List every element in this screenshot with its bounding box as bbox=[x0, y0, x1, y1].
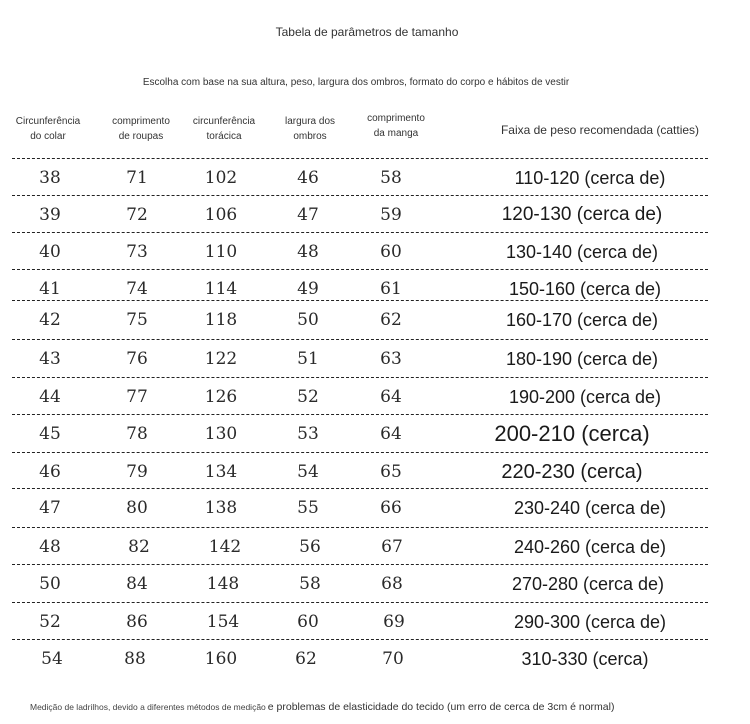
shoulder-cell: 60 bbox=[297, 612, 319, 632]
sleeve-cell: 59 bbox=[380, 205, 402, 225]
sleeve-cell: 64 bbox=[380, 424, 402, 444]
weight-cell: 310-330 (cerca) bbox=[521, 649, 649, 669]
weight-cell: 270-280 (cerca de) bbox=[511, 574, 665, 594]
shoulder-cell: 58 bbox=[299, 574, 321, 594]
sleeve-cell: 65 bbox=[380, 462, 402, 482]
weight-cell: 110-120 (cerca de) bbox=[514, 168, 666, 188]
collar-cell: 41 bbox=[39, 279, 61, 299]
shoulder-cell: 47 bbox=[297, 205, 319, 225]
weight-cell: 290-300 (cerca de) bbox=[513, 612, 667, 632]
chest-cell: 134 bbox=[204, 462, 238, 482]
table-row bbox=[0, 529, 750, 565]
chest-cell: 154 bbox=[206, 612, 240, 632]
chest-cell: 148 bbox=[206, 574, 240, 594]
collar-cell: 42 bbox=[39, 310, 61, 330]
length-cell: 75 bbox=[126, 310, 148, 330]
shoulder-cell: 49 bbox=[297, 279, 319, 299]
header-shoulder: largura dos ombros bbox=[284, 116, 336, 142]
shoulder-cell: 48 bbox=[297, 242, 319, 262]
chest-cell: 160 bbox=[204, 649, 238, 669]
shoulder-cell: 54 bbox=[297, 462, 319, 482]
table-row bbox=[0, 341, 750, 377]
weight-cell: 180-190 (cerca de) bbox=[505, 349, 659, 369]
shoulder-cell: 55 bbox=[297, 498, 319, 518]
chest-cell: 102 bbox=[204, 168, 238, 188]
collar-cell: 50 bbox=[39, 574, 61, 594]
sleeve-cell: 68 bbox=[381, 574, 403, 594]
length-cell: 72 bbox=[126, 205, 148, 225]
length-cell: 73 bbox=[126, 242, 148, 262]
length-cell: 71 bbox=[126, 168, 148, 188]
header-chest: circunferência torácica bbox=[192, 116, 256, 142]
collar-cell: 54 bbox=[41, 649, 63, 669]
length-cell: 79 bbox=[126, 462, 148, 482]
footer-note-part2: e problemas de elasticidade do tecido (um erro de cerca de 3cm é normal) bbox=[267, 701, 615, 713]
weight-cell: 160-170 (cerca de) bbox=[505, 310, 659, 330]
table-row bbox=[0, 379, 750, 415]
length-cell: 86 bbox=[126, 612, 148, 632]
collar-cell: 47 bbox=[39, 498, 61, 518]
header-collar: Circunferência do colar bbox=[15, 116, 81, 142]
chest-cell: 114 bbox=[204, 279, 238, 299]
chest-cell: 138 bbox=[204, 498, 238, 518]
weight-cell: 200-210 (cerca) bbox=[494, 421, 650, 446]
sleeve-cell: 67 bbox=[381, 537, 403, 557]
shoulder-cell: 52 bbox=[297, 387, 319, 407]
weight-cell: 230-240 (cerca de) bbox=[513, 498, 667, 518]
sleeve-cell: 61 bbox=[380, 279, 402, 299]
shoulder-cell: 51 bbox=[297, 349, 319, 369]
chart-title: Tabela de parâmetros de tamanho bbox=[275, 25, 459, 39]
collar-cell: 44 bbox=[39, 387, 61, 407]
length-cell: 76 bbox=[126, 349, 148, 369]
collar-cell: 48 bbox=[39, 537, 61, 557]
collar-cell: 40 bbox=[39, 242, 61, 262]
chest-cell: 126 bbox=[204, 387, 238, 407]
table-row bbox=[0, 641, 750, 677]
length-cell: 82 bbox=[128, 537, 150, 557]
weight-cell: 130-140 (cerca de) bbox=[505, 242, 659, 262]
chart-subtitle: Escolha com base na sua altura, peso, largura dos ombros, formato do corpo e hábitos de vestir bbox=[142, 77, 570, 88]
sleeve-cell: 60 bbox=[380, 242, 402, 262]
length-cell: 77 bbox=[126, 387, 148, 407]
footer-note bbox=[30, 697, 730, 715]
sleeve-cell: 66 bbox=[380, 498, 402, 518]
collar-cell: 39 bbox=[39, 205, 61, 225]
length-cell: 88 bbox=[124, 649, 146, 669]
chest-cell: 130 bbox=[204, 424, 238, 444]
table-row bbox=[0, 302, 750, 338]
shoulder-cell: 56 bbox=[299, 537, 321, 557]
table-row bbox=[0, 490, 750, 526]
table-row bbox=[0, 454, 750, 490]
shoulder-cell: 46 bbox=[297, 168, 319, 188]
weight-cell: 190-200 (cerca de) bbox=[508, 387, 662, 407]
shoulder-cell: 53 bbox=[297, 424, 319, 444]
length-cell: 84 bbox=[126, 574, 148, 594]
footer-note-part1: Medição de ladrilhos, devido a diferentes métodos de medição bbox=[30, 702, 266, 712]
header-weight: Faixa de peso recomendada (catties) bbox=[500, 123, 700, 137]
chest-cell: 142 bbox=[208, 537, 242, 557]
length-cell: 80 bbox=[126, 498, 148, 518]
sleeve-cell: 64 bbox=[380, 387, 402, 407]
table-row bbox=[0, 566, 750, 602]
table-row bbox=[0, 416, 750, 452]
collar-cell: 52 bbox=[39, 612, 61, 632]
weight-cell: 220-230 (cerca) bbox=[501, 461, 643, 483]
sleeve-cell: 63 bbox=[380, 349, 402, 369]
chest-cell: 122 bbox=[204, 349, 238, 369]
sleeve-cell: 62 bbox=[380, 310, 402, 330]
sleeve-cell: 70 bbox=[382, 649, 404, 669]
header-sleeve: comprimento da manga bbox=[367, 113, 425, 139]
table-row bbox=[0, 197, 750, 233]
header-length: comprimento de roupas bbox=[112, 116, 170, 142]
length-cell: 78 bbox=[126, 424, 148, 444]
shoulder-cell: 50 bbox=[297, 310, 319, 330]
table-row bbox=[0, 160, 750, 196]
table-row bbox=[0, 234, 750, 270]
collar-cell: 38 bbox=[39, 168, 61, 188]
collar-cell: 45 bbox=[39, 424, 61, 444]
collar-cell: 43 bbox=[39, 349, 61, 369]
length-cell: 74 bbox=[126, 279, 148, 299]
chest-cell: 118 bbox=[204, 310, 238, 330]
shoulder-cell: 62 bbox=[295, 649, 317, 669]
table-row bbox=[0, 604, 750, 640]
weight-cell: 120-130 (cerca de) bbox=[501, 204, 663, 225]
sleeve-cell: 58 bbox=[380, 168, 402, 188]
sleeve-cell: 69 bbox=[383, 612, 405, 632]
weight-cell: 150-160 (cerca de) bbox=[508, 279, 662, 299]
chest-cell: 106 bbox=[204, 205, 238, 225]
collar-cell: 46 bbox=[39, 462, 61, 482]
weight-cell: 240-260 (cerca de) bbox=[513, 537, 667, 557]
chest-cell: 110 bbox=[204, 242, 238, 262]
